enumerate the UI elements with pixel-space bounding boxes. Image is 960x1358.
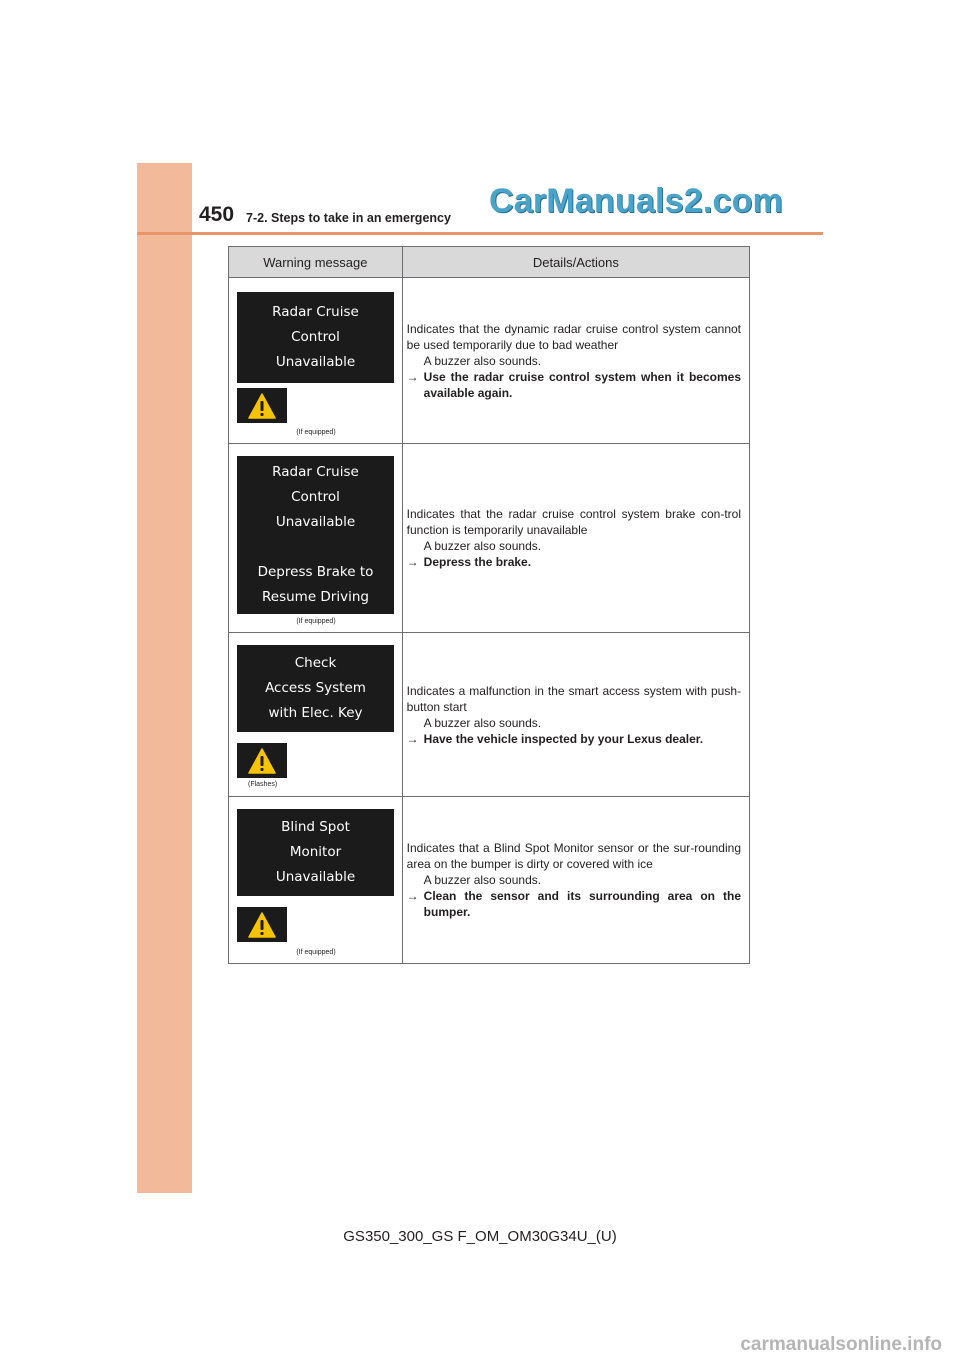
details-cell: [402, 278, 749, 444]
display-line: Access System: [265, 680, 366, 696]
display-line: Depress Brake to: [257, 564, 374, 580]
buzzer-text: A buzzer also sounds.: [423, 353, 542, 368]
table-row: [229, 797, 750, 964]
display-line: Unavailable: [275, 514, 356, 530]
description-text: Indicates that a Blind Spot Monitor sensor or the sur-rounding area on the bumper is dirty or covered with ice: [406, 841, 741, 871]
display-line: Radar Cruise: [272, 464, 359, 480]
watermark-carmanualsonline: carmanualsonline.info: [740, 1334, 942, 1355]
description-text: Indicates a malfunction in the smart access system with push-button start: [406, 683, 741, 714]
display-line: Resume Driving: [262, 589, 369, 605]
display-line: Radar Cruise: [272, 304, 359, 320]
action-line: [407, 731, 741, 747]
warning-image-cell: [229, 797, 403, 964]
watermark-carmanuals2: CarManuals2.com: [489, 182, 783, 220]
side-band: [137, 163, 192, 1193]
warning-image-cell: [229, 278, 403, 444]
description-text: Indicates that the radar cruise control system brake con-trol function is temporarily unavailable: [406, 507, 741, 537]
action-line: [407, 888, 741, 920]
display-screen: [237, 809, 394, 896]
display-line: with Elec. Key: [268, 705, 363, 721]
section-title: 7-2. Steps to take in an emergency: [246, 211, 451, 225]
display-line: Unavailable: [275, 869, 356, 885]
buzzer-text: A buzzer also sounds.: [423, 715, 542, 730]
warning-triangle-icon: [237, 388, 287, 423]
header-rule: [137, 232, 823, 235]
display-line: Check: [294, 655, 337, 671]
display-line: Control: [291, 329, 340, 345]
warning-triangle-icon: [237, 907, 287, 942]
arrow-icon: →: [406, 731, 419, 746]
action-text: Have the vehicle inspected by your Lexus dealer.: [423, 731, 704, 746]
document-code: GS350_300_GS F_OM_OM30G34U_(U): [343, 1228, 617, 1245]
display-screen: [237, 292, 394, 383]
col-warning-message-header: Warning message: [229, 247, 403, 278]
display-screen: [237, 645, 394, 732]
action-line: [407, 369, 741, 401]
display-line: Blind Spot: [281, 819, 350, 835]
arrow-icon: →: [406, 555, 419, 569]
display-line: Unavailable: [275, 354, 356, 370]
if-equipped-note: (If equipped): [296, 618, 336, 625]
action-text: Depress the brake.: [423, 555, 532, 569]
warning-image-cell: [229, 444, 403, 633]
warning-message-table: [228, 246, 750, 964]
buzzer-text: A buzzer also sounds.: [423, 873, 542, 887]
warning-triangle-icon: [237, 743, 287, 778]
table-row: [229, 444, 750, 633]
display-line: Monitor: [289, 844, 342, 860]
table-row: [229, 633, 750, 797]
arrow-icon: →: [406, 889, 419, 903]
display-screen: [237, 456, 394, 614]
arrow-icon: →: [406, 369, 419, 384]
details-cell: [402, 633, 749, 797]
display-line: Control: [291, 489, 340, 505]
display-line: [237, 535, 394, 560]
details-cell: [402, 797, 749, 964]
description-text: Indicates that the dynamic radar cruise control system cannot be used temporarily due to bad weather: [406, 321, 741, 352]
details-cell: [402, 444, 749, 633]
if-equipped-note: (If equipped): [296, 949, 336, 956]
warning-image-cell: [229, 633, 403, 797]
if-equipped-note: (If equipped): [296, 429, 336, 436]
table-header-row: [229, 247, 750, 278]
page-number: 450: [199, 203, 235, 226]
table-row: [229, 278, 750, 444]
action-line: [407, 554, 741, 570]
col-details-actions-header: Details/Actions: [402, 247, 749, 278]
buzzer-text: A buzzer also sounds.: [423, 539, 542, 553]
action-text: Use the radar cruise control system when it becomes available again.: [423, 369, 741, 400]
flashes-note: (Flashes): [248, 781, 278, 788]
action-text: Clean the sensor and its surrounding area on the bumper.: [423, 889, 741, 919]
